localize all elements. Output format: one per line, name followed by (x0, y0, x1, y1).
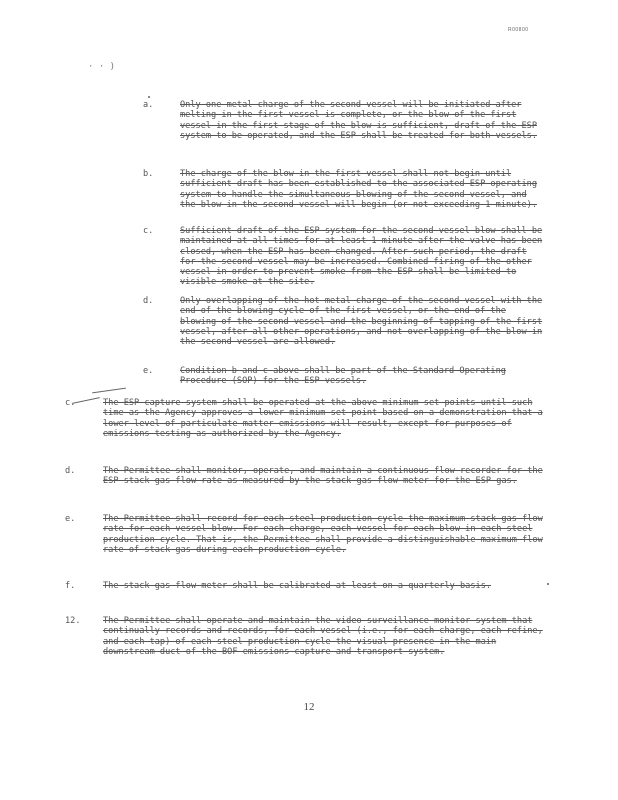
paragraph-label: b. (143, 169, 154, 179)
scan-speck (547, 583, 549, 585)
paragraph-label: f. (65, 581, 76, 591)
paragraph-d-main (65, 466, 543, 487)
paragraph-text: Condition b and c above shall be part of the Standard Operating Procedure (SOP) for the ESP vessels. (180, 366, 506, 387)
paragraph-label: d. (65, 466, 76, 476)
paragraph-b (143, 169, 543, 210)
document-stamp: R00800 (508, 27, 529, 33)
paragraph-text: The stack gas flow meter shall be calibrated at least on a quarterly basis. (103, 581, 492, 591)
page-number: 12 (303, 701, 315, 713)
paragraph-d (143, 296, 543, 347)
paragraph-f-main (65, 581, 543, 591)
paragraph-text: Sufficient draft of the ESP system for the second vessel blow shall be maintained at all times for at least 1 minute after the valve has been closed, when the ESP has been changed. After such period, the draft for the second vessel may be increased. Combined firing of the other vessel in order to prevent smoke from the ESP shall be limited to visible smoke at the site. (180, 226, 543, 288)
paragraph-c (143, 226, 543, 288)
paragraph-a (143, 100, 543, 141)
paragraph-text: The ESP capture system shall be operated at the above minimum set points until such time as the Agency approves a lower minimum set point based on a demonstration that a lower level of particulate matter emissions will result, except for purposes of emissions testing as authorized by the Agency. (103, 398, 543, 439)
paragraph-text: Only one metal charge of the second vessel will be initiated after melting in the first vessel is complete, or the blow of the first vessel in the first stage of the blow is sufficient, draft of the ESP system to be operated, and the ESP shall be treated for both vessels. (180, 100, 537, 141)
paragraph-label: c. (143, 226, 154, 236)
handwritten-stroke (92, 388, 126, 394)
paragraph-e (143, 366, 543, 387)
paragraph-label: c. (65, 398, 76, 408)
scan-speck (148, 96, 150, 98)
paragraph-label: d. (143, 296, 154, 306)
paragraph-label: 12. (65, 616, 81, 626)
paragraph-text: The Permittee shall operate and maintain the video surveillance monitor system that continually records and records, for each vessel (i.e., for each charge, each refine, and each tap) of each steel production cycle the visual presence in the main downstream duct of the BOF emissions capture and transport system. (103, 616, 543, 657)
paragraph-label: e. (65, 514, 76, 524)
paragraph-text: The charge of the blow in the first vessel shall not begin until sufficient draft has been established to the associated ESP operating system to handle the simultaneous blowing of the second vessel, and the blow in the second vessel will begin (or not exceeding 1 minute). (180, 169, 537, 210)
paragraph-12 (65, 616, 543, 657)
paragraph-text: The Permittee shall monitor, operate, and maintain a continuous flow recorder for the ESP stack gas flow rate as measured by the stack gas flow meter for the ESP gas. (103, 466, 543, 487)
paragraph-c-main (65, 398, 543, 439)
paragraph-label: e. (143, 366, 154, 376)
paragraph-text: Only overlapping of the hot metal charge of the second vessel with the end of the blowing cycle of the first vessel, or the end of the blowing of the second vessel and the beginning of tapping of the first vessel, after all other operations, and not overlapping of the blow in the second vessel are allowed. (180, 296, 543, 348)
top-mark: · · ) (88, 62, 116, 72)
paragraph-label: a. (143, 100, 154, 110)
paragraph-e-main (65, 514, 543, 555)
paragraph-text: The Permittee shall record for each steel production cycle the maximum stack gas flow rate for each vessel blow. For each charge, each vessel for each blow in each steel production cycle. That is, the Permittee shall provide a distinguishable maximum flow rate of stack gas during each production cycle. (103, 514, 543, 555)
